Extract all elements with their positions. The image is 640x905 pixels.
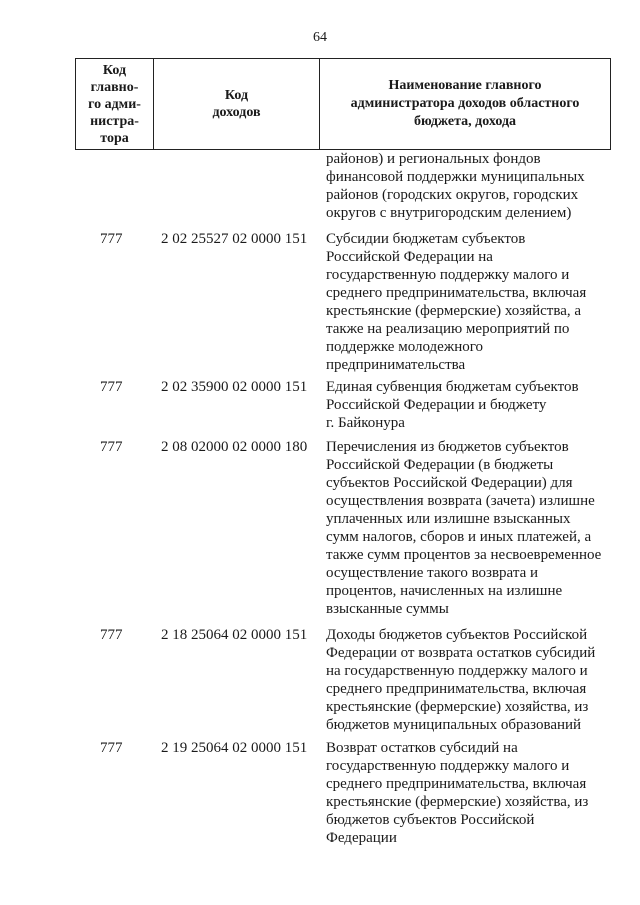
name-line: сумм налогов, сборов и иных платежей, а: [326, 529, 592, 545]
name-line: на государственную поддержку малого и: [326, 663, 588, 679]
header-admin-code-line: нистра-: [90, 113, 139, 129]
header-income-code-line: Код: [224, 88, 249, 103]
header-admin-code: [76, 59, 154, 149]
row-name: [326, 739, 618, 847]
row-admin-code: 777: [100, 439, 123, 455]
page-number: 64: [313, 30, 327, 45]
name-line: Российской Федерации и бюджету: [326, 397, 547, 413]
name-line: крестьянские (фермерские) хозяйства, из: [326, 699, 589, 715]
header-admin-code-line: Код: [102, 62, 127, 78]
name-line: Единая субвенция бюджетам субъектов: [326, 379, 579, 395]
row-income-code: 2 02 25527 02 0000 151: [161, 231, 308, 247]
header-income-code-line: доходов: [212, 105, 261, 120]
name-line: районов (городских округов, городских: [326, 187, 579, 203]
name-line: взысканные суммы: [326, 601, 449, 617]
row-income-code: 2 18 25064 02 0000 151: [161, 627, 308, 643]
name-line: округов с внутригородским делением): [326, 205, 572, 221]
name-line: среднего предпринимательства, включая: [326, 776, 587, 792]
name-line: среднего предпринимательства, включая: [326, 681, 587, 697]
row-name: [326, 626, 618, 734]
name-line: поддержке молодежного: [326, 339, 484, 355]
row-income-code: 2 19 25064 02 0000 151: [161, 740, 308, 756]
name-line: крестьянские (фермерские) хозяйства, а: [326, 303, 582, 319]
header-admin-code-line: главно-: [90, 79, 139, 95]
name-line: Субсидии бюджетам субъектов: [326, 231, 526, 247]
name-line: бюджетов муниципальных образований: [326, 717, 582, 733]
row-admin-code: 777: [100, 627, 123, 643]
name-line: также на реализацию мероприятий по: [326, 321, 570, 337]
name-line: также сумм процентов за несвоевременное: [326, 547, 602, 563]
name-line: финансовой поддержки муниципальных: [326, 169, 585, 185]
name-line: предпринимательства: [326, 357, 466, 373]
row-income-code: 2 08 02000 02 0000 180: [161, 439, 308, 455]
row-name: [326, 378, 618, 432]
name-line: Федерации от возврата остатков субсидий: [326, 645, 596, 661]
header-admin-code-line: го адми-: [88, 96, 141, 112]
name-line: осуществление такого возврата и: [326, 565, 538, 581]
name-line: Федерации: [326, 830, 397, 846]
row-admin-code: 777: [100, 231, 123, 247]
name-line: бюджетов субъектов Российской: [326, 812, 535, 828]
name-line: процентов, начисленных на излишне: [326, 583, 563, 599]
name-line: Перечисления из бюджетов субъектов: [326, 439, 569, 455]
header-name: [320, 59, 610, 149]
name-line: среднего предпринимательства, включая: [326, 285, 587, 301]
name-line: государственную поддержку малого и: [326, 267, 570, 283]
name-line: государственную поддержку малого и: [326, 758, 570, 774]
row-name: [326, 438, 618, 618]
row-income-code: 2 02 35900 02 0000 151: [161, 379, 308, 395]
name-line: крестьянские (фермерские) хозяйства, из: [326, 794, 589, 810]
name-line: субъектов Российской Федерации) для: [326, 475, 573, 491]
name-line: Российской Федерации (в бюджеты: [326, 457, 554, 473]
name-line: Доходы бюджетов субъектов Российской: [326, 627, 588, 643]
name-line: осуществления возврата (зачета) излишне: [326, 493, 595, 509]
name-line: уплаченных или излишне взысканных: [326, 511, 571, 527]
name-line: Российской Федерации на: [326, 249, 493, 265]
name-line: г. Байконура: [326, 415, 405, 431]
name-line: районов) и региональных фондов: [326, 151, 541, 167]
header-name-line: бюджета, дохода: [413, 114, 517, 129]
header-admin-code-line: тора: [100, 130, 129, 146]
row-admin-code: 777: [100, 740, 123, 756]
header-income-code: [154, 59, 320, 149]
table-header: [75, 58, 611, 150]
row-name: [326, 150, 618, 222]
row-name: [326, 230, 618, 374]
header-name-line: Наименование главного: [388, 78, 542, 93]
name-line: Возврат остатков субсидий на: [326, 740, 518, 756]
row-admin-code: 777: [100, 379, 123, 395]
header-name-line: администратора доходов областного: [350, 96, 580, 111]
